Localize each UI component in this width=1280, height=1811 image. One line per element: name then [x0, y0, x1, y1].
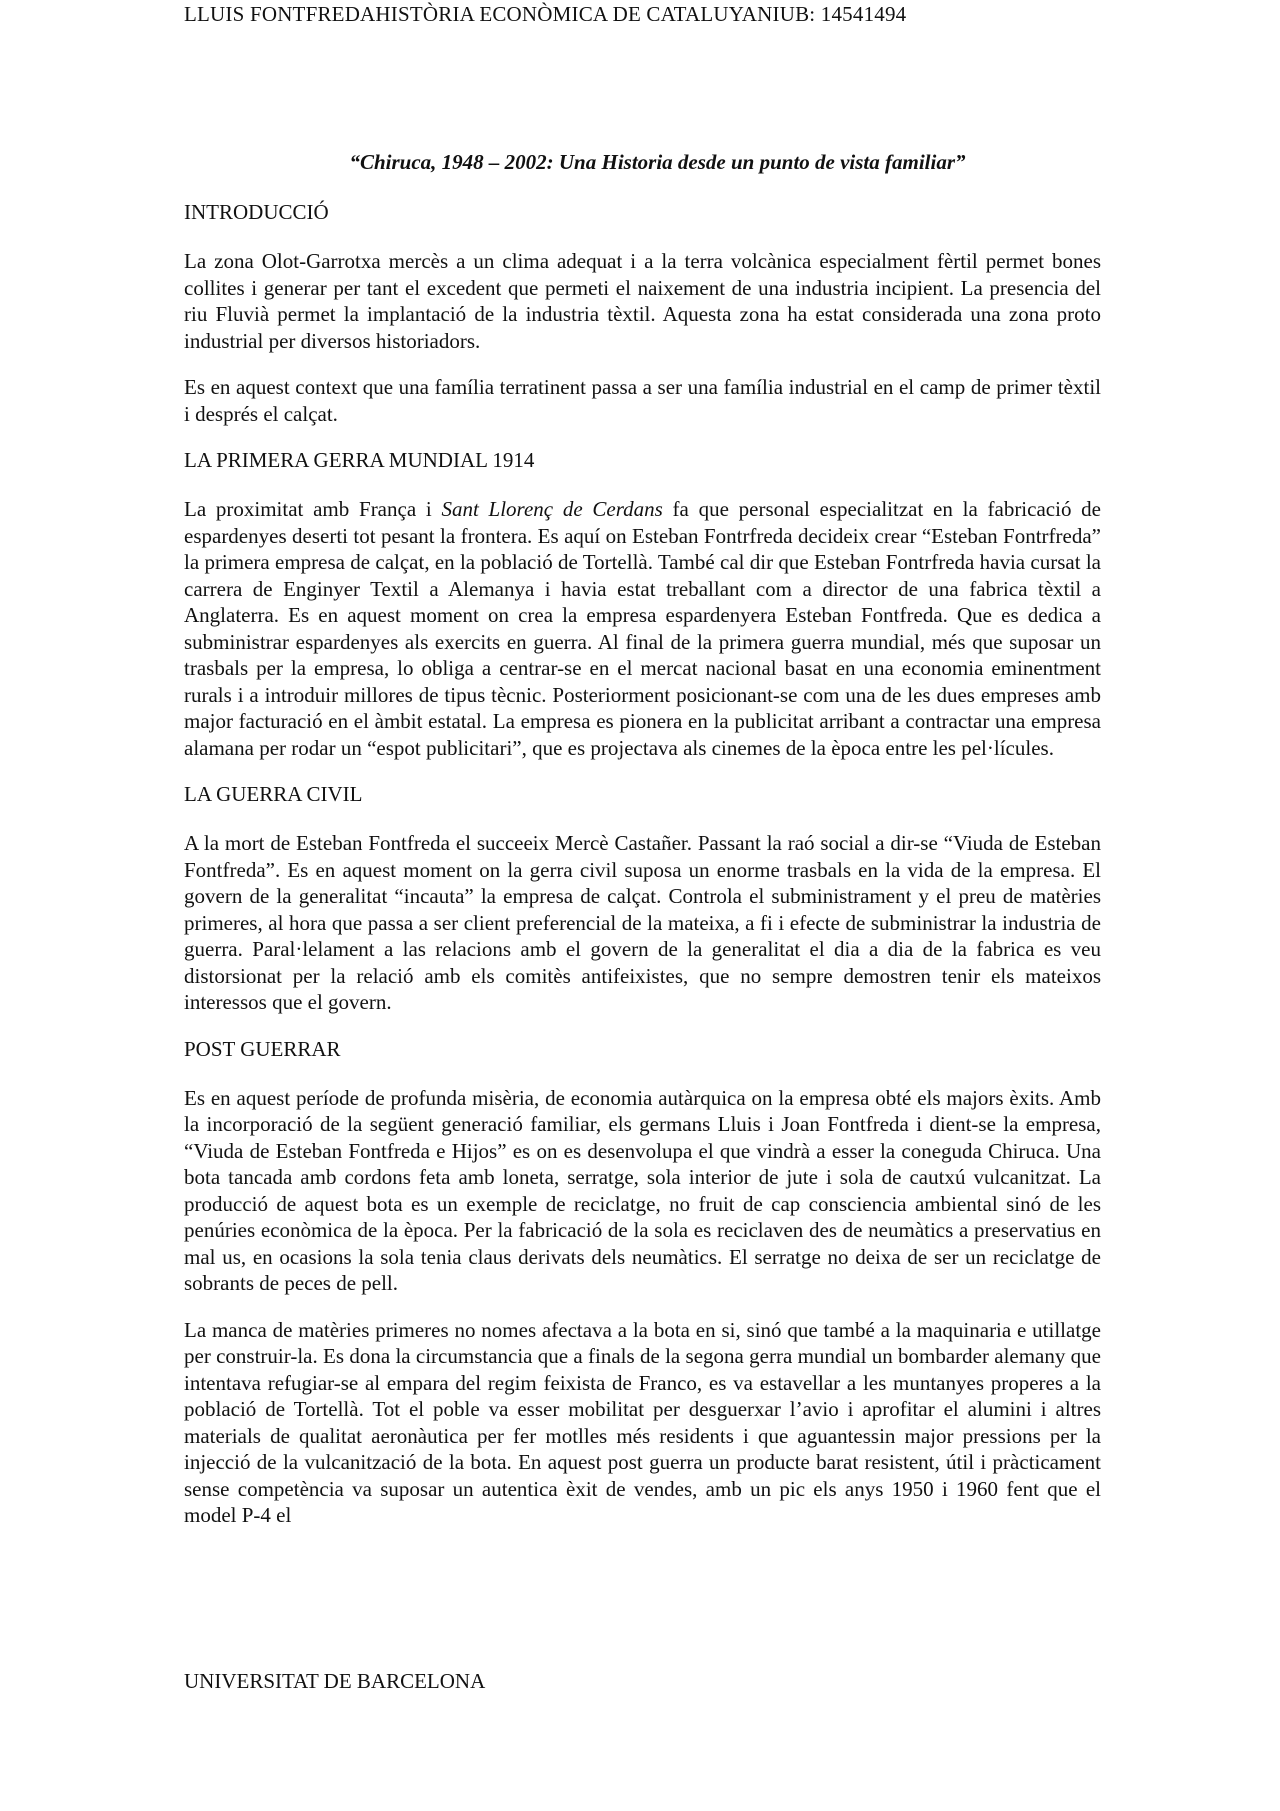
section-heading-guerra-civil: LA GUERRA CIVIL: [184, 782, 363, 806]
paragraph-intro-1: La zona Olot-Garrotxa mercès a un clima adequat i a la terra volcànica especialment fèrtil permet bones collites i generar per tant el excedent que permeti el naixement de una industria incipient. La presencia del riu Fluvià permet la implantació de la industria tèxtil. Aquesta zona ha estat considerada una zona proto industrial per diversos historiadors.: [184, 249, 1101, 353]
paragraph-ww1-text-rest: fa que personal especialitzat en la fabricació de espardenyes deserti tot pesant la frontera. Es aquí on Esteban Fontrfreda decideix crear “Esteban Fontrfreda” la primera empresa de calçat, en la població de Tortellà. També cal dir que Esteban Fontrfreda havia cursat la carrera de Enginyer Textil a Alemanya i havia estat treballant com a director de una fabrica tèxtil a Anglaterra. Es en aquest moment on crea la empresa espardenyera Esteban Fontfreda. Que es dedica a subministrar espardenyes als exercits en guerra. Al final de la primera guerra mundial, més que suposar un trasbals per la empresa, lo obliga a centrar-se en el mercat nacional basat en una economia eminentment rurals i a introduir millores de tipus tècnic. Posteriorment posicionant-se com una de les dues empreses amb major facturació en el àmbit estatal. La empresa es pionera en la publicitat arribant a contractar una empresa alamana per rodar un “espot publicitari”, que es projectava als cinemes de la època entre les pel·lícules.: [184, 497, 1101, 760]
paragraph-intro-2: Es en aquest context que una família terratinent passa a ser una família industrial en el camp de primer tèxtil i després el calçat.: [184, 375, 1101, 426]
section-heading-primera-gerra: LA PRIMERA GERRA MUNDIAL 1914: [184, 448, 535, 472]
paragraph-ww1-text-start: La proximitat amb França i: [184, 497, 442, 521]
paragraph-post-war-2: La manca de matèries primeres no nomes afectava a la bota en si, sinó que també a la maquinaria e utillatge per construir-la. Es dona la circumstancia que a finals de la segona gerra mundial un bombarder alemany que intentava refugiar-se al empara del regim feixista de Franco, es va estavellar a les muntanyes properes a la població de Tortellà. Tot el poble va esser mobilitat per desguerxar l’avio i aprofitar el alumini i altres materials de qualitat aeronàutica per fer motlles més residents i que aguantessin major pressions per la injecció de la vulcanització de la bota. En aquest post guerra un producte barat resistent, útil i pràcticament sense competència va suposar un autentica èxit de vendes, amb un pic els anys 1950 i 1960 fent que el model P-4 el: [184, 1317, 1101, 1527]
paragraph-post-war-1: Es en aquest període de profunda misèria, de economia autàrquica on la empresa obté els majors èxits. Amb la incorporació de la següent generació familiar, els germans Lluis i Joan Fontfreda i dient-se la empresa, “Viuda de Esteban Fontfreda e Hijos” es on es desenvolupa el que vindrà a esser la coneguda Chiruca. Una bota tancada amb cordons feta amb loneta, serratge, sola interior de jute i sola de cautxú vulcanitzat. La producció de aquest bota es un exemple de reciclatge, no fruit de cap consciencia ambiental sinó de les penúries econòmica de la època. Per la fabricació de la sola es reciclaven des de neumàtics a preservatius en mal us, en ocasions la sola tenia claus derivats dels neumàtics. El serratge no deixa de ser un reciclatge de sobrants de peces de pell.: [184, 1085, 1101, 1295]
paragraph-ww1-1: [184, 496, 1101, 761]
document-title: “Chiruca, 1948 – 2002: Una Historia desde un punto de vista familiar”: [349, 150, 966, 174]
section-heading-introduccio: INTRODUCCIÓ: [184, 200, 329, 224]
section-heading-post-guerra: POST GUERRAR: [184, 1036, 341, 1061]
page-footer: UNIVERSITAT DE BARCELONA: [184, 1669, 486, 1693]
document-body: [184, 199, 1101, 1549]
page-header: LLUIS FONTFREDAHISTÒRIA ECONÒMICA DE CATALUYANIUB: 14541494: [184, 2, 907, 26]
place-name-italic: Sant Llorenç de Cerdans: [441, 497, 663, 521]
paragraph-civil-war-1: A la mort de Esteban Fontfreda el succeeix Mercè Castañer. Passant la raó social a dir-se “Viuda de Esteban Fontfreda”. Es en aquest moment on la gerra civil suposa un enorme trasbals en la vida de la empresa. El govern de la generalitat “incauta” la empresa de calçat. Controla el subministrament y el preu de matèries primeres, al hora que passa a ser client preferencial de la mateixa, a fi i efecte de subministrar la industria de guerra. Paral·lelament a las relacions amb el govern de la generalitat el dia a dia de la fabrica es veu distorsionat per la relació amb els comitès antifeixistes, que no sempre demostren tenir els mateixos interessos que el govern.: [184, 831, 1101, 1014]
